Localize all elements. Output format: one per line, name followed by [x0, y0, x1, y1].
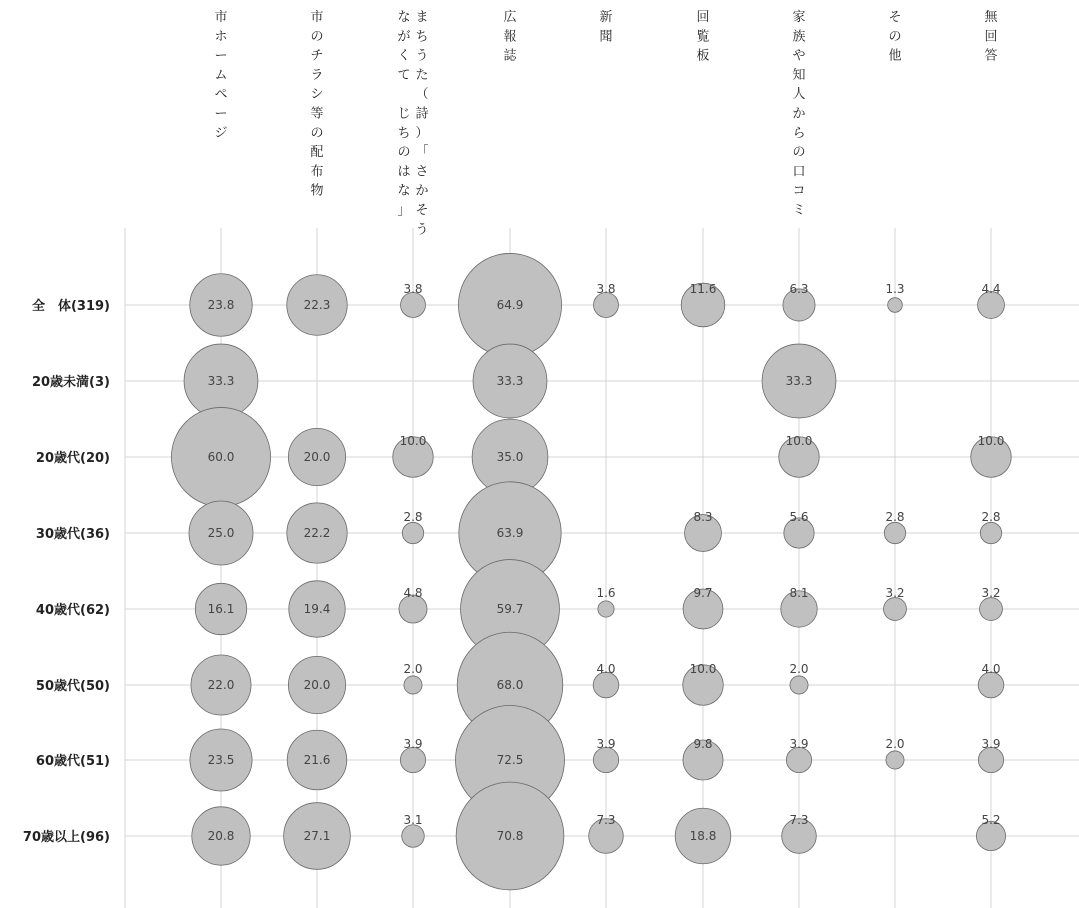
value-label: 4.0	[596, 662, 616, 676]
column-label-char: 誌	[503, 48, 517, 64]
column-label-char: や	[792, 48, 806, 64]
value-label: 3.8	[596, 282, 616, 296]
value-label: 5.2	[981, 813, 1001, 827]
value-label: 10.0	[785, 434, 813, 448]
value-label: 18.8	[689, 829, 717, 843]
value-label: 2.0	[789, 662, 809, 676]
bubble	[980, 598, 1003, 621]
column-label-char: が	[397, 29, 411, 45]
value-label: 3.9	[981, 737, 1001, 751]
column-label-char: さ	[415, 164, 429, 180]
column-label-char: の	[397, 145, 411, 161]
row-label: 70歳以上(96)	[22, 830, 110, 845]
value-label: 2.8	[885, 510, 905, 524]
bubble	[978, 672, 1004, 698]
column-label-char: 市	[214, 10, 228, 25]
column-label-char: 答	[984, 48, 998, 64]
bubble	[402, 522, 423, 543]
value-label: 70.8	[496, 829, 524, 843]
row-label: 60歳代(51)	[35, 754, 110, 769]
value-label: 3.1	[403, 813, 423, 827]
column-label-char: 聞	[599, 29, 613, 45]
column-label-char: そ	[888, 10, 902, 25]
column-label-char: 市	[310, 10, 324, 25]
column-label	[310, 10, 323, 199]
column-label-char: う	[415, 222, 429, 238]
value-label: 3.2	[885, 586, 905, 600]
value-label: 25.0	[207, 526, 235, 540]
value-label: 35.0	[496, 450, 524, 464]
bubble	[884, 598, 907, 621]
value-label: 10.0	[977, 434, 1005, 448]
value-label: 60.0	[207, 450, 235, 464]
bubble	[886, 751, 904, 769]
column-label-char: 無	[984, 10, 998, 25]
bubble	[400, 747, 425, 772]
column-label-char: 「	[415, 145, 429, 161]
column-label	[984, 10, 998, 64]
bubble	[593, 747, 618, 772]
column-label-char: 新	[599, 10, 613, 25]
column-label-char: じ	[397, 106, 411, 122]
column-label-char: 族	[792, 29, 806, 45]
column-label	[696, 10, 709, 64]
column-label-char: そ	[415, 203, 429, 218]
value-label: 3.9	[789, 737, 809, 751]
column-label-char: た	[415, 67, 429, 83]
column-label-char: の	[310, 29, 324, 45]
column-label-char: 知	[792, 67, 806, 83]
column-label-char: の	[792, 145, 806, 161]
column-label-char: 回	[696, 10, 710, 25]
value-label: 2.8	[981, 510, 1001, 524]
value-label: 33.3	[785, 374, 813, 388]
value-label: 20.0	[303, 450, 331, 464]
value-label: 10.0	[689, 662, 717, 676]
bubble	[790, 676, 808, 694]
column-label-char: ー	[214, 106, 228, 122]
column-label-char: 等	[310, 106, 324, 122]
column-label-char: く	[397, 48, 411, 64]
column-label-char: 覧	[696, 29, 710, 45]
bubble	[978, 747, 1003, 772]
column-label-char: 他	[888, 48, 902, 64]
value-label: 4.0	[981, 662, 1001, 676]
value-label: 27.1	[303, 829, 331, 843]
column-label-char: ム	[214, 67, 228, 83]
column-label-char: 詩	[415, 106, 429, 122]
value-label: 16.1	[207, 602, 235, 616]
bubble	[598, 601, 614, 617]
value-label: 1.3	[885, 282, 905, 296]
column-label-char: 」	[397, 203, 411, 218]
row-label: 20歳代(20)	[35, 451, 110, 466]
bubbles	[171, 253, 1011, 889]
column-label-char: ホ	[214, 29, 228, 45]
value-label: 7.3	[596, 813, 616, 827]
column-label-char: な	[397, 183, 411, 199]
column-label	[599, 10, 612, 44]
column-label-char: て	[397, 67, 411, 83]
row-labels	[23, 298, 110, 845]
column-label	[397, 10, 428, 237]
column-label-char: コ	[792, 183, 806, 199]
value-label: 59.7	[496, 602, 524, 616]
value-label: 11.6	[689, 282, 717, 296]
value-label: 33.3	[207, 374, 235, 388]
bubble	[593, 672, 619, 698]
bubble	[594, 293, 619, 318]
column-label-char: か	[415, 183, 429, 199]
column-label	[503, 10, 517, 64]
value-label: 7.3	[789, 813, 809, 827]
bubble	[884, 522, 905, 543]
value-label: 6.3	[789, 282, 809, 296]
grid-lines	[125, 228, 1079, 908]
value-label: 9.7	[693, 586, 713, 600]
column-label-char: （	[415, 87, 429, 103]
bubble	[401, 293, 426, 318]
value-label: 3.2	[981, 586, 1001, 600]
column-label-char: ら	[792, 125, 806, 141]
column-label-char: の	[888, 29, 902, 45]
column-label-char: ち	[415, 29, 429, 45]
value-label: 68.0	[496, 678, 524, 692]
value-label: 22.3	[303, 298, 331, 312]
column-label-char: 広	[503, 10, 517, 25]
column-label-char: は	[397, 164, 411, 180]
column-label-char: ー	[214, 48, 228, 64]
bubble	[402, 825, 425, 848]
value-label: 2.0	[885, 737, 905, 751]
column-label-char: ち	[397, 125, 411, 141]
column-label-char: な	[397, 10, 411, 25]
value-label: 21.6	[303, 753, 331, 767]
column-label-char	[397, 87, 410, 102]
value-label: 3.9	[596, 737, 616, 751]
column-label	[214, 10, 227, 141]
column-label-char: ペ	[214, 87, 228, 103]
column-label-char: シ	[310, 87, 324, 103]
row-label: 20歳未満(3)	[31, 375, 110, 390]
value-label: 2.0	[403, 662, 423, 676]
column-label-char: ラ	[310, 67, 324, 83]
column-label-char: 人	[792, 87, 806, 103]
value-label: 20.0	[303, 678, 331, 692]
column-label-char: 配	[310, 145, 324, 161]
column-label	[792, 10, 805, 218]
value-label: 5.6	[789, 510, 809, 524]
value-label: 3.9	[403, 737, 423, 751]
value-label: 23.5	[207, 753, 235, 767]
value-label: 4.8	[403, 586, 423, 600]
bubble	[404, 676, 422, 694]
value-label: 8.3	[693, 510, 713, 524]
column-label-char: 回	[984, 29, 998, 45]
row-label: 全 体(319)	[31, 299, 110, 314]
column-label-char: の	[310, 125, 324, 141]
column-label-char: 物	[310, 183, 324, 199]
value-label: 2.8	[403, 510, 423, 524]
column-label-char: う	[415, 48, 429, 64]
column-label-char: か	[792, 106, 806, 122]
row-label: 30歳代(36)	[35, 527, 110, 542]
row-label: 50歳代(50)	[35, 679, 110, 694]
value-label: 1.6	[596, 586, 616, 600]
column-label-char: 報	[503, 29, 517, 45]
column-label-char: ）	[415, 125, 429, 141]
column-label-char: 板	[696, 48, 710, 64]
column-label	[888, 10, 901, 64]
value-label: 8.1	[789, 586, 809, 600]
bubble	[980, 522, 1001, 543]
value-label: 3.8	[403, 282, 423, 296]
column-label-char: 布	[310, 164, 324, 180]
row-label: 40歳代(62)	[35, 603, 110, 618]
value-label: 19.4	[303, 602, 331, 616]
column-label-char: ミ	[792, 203, 806, 218]
column-label-char: 口	[792, 164, 806, 180]
value-label: 33.3	[496, 374, 524, 388]
bubble	[786, 747, 811, 772]
value-label: 64.9	[496, 298, 524, 312]
column-labels	[214, 10, 998, 237]
value-label: 10.0	[399, 434, 427, 448]
value-label: 63.9	[496, 526, 524, 540]
value-label: 9.8	[693, 737, 713, 751]
column-label-char: ま	[415, 10, 429, 25]
value-label: 22.0	[207, 678, 235, 692]
bubble	[888, 298, 903, 313]
value-label: 22.2	[303, 526, 331, 540]
column-label-char: 家	[792, 10, 806, 25]
column-label-char: チ	[310, 48, 324, 64]
value-label: 23.8	[207, 298, 235, 312]
column-label-char: ジ	[214, 125, 228, 141]
value-label: 4.4	[981, 282, 1001, 296]
value-label: 20.8	[207, 829, 235, 843]
value-label: 72.5	[496, 753, 524, 767]
